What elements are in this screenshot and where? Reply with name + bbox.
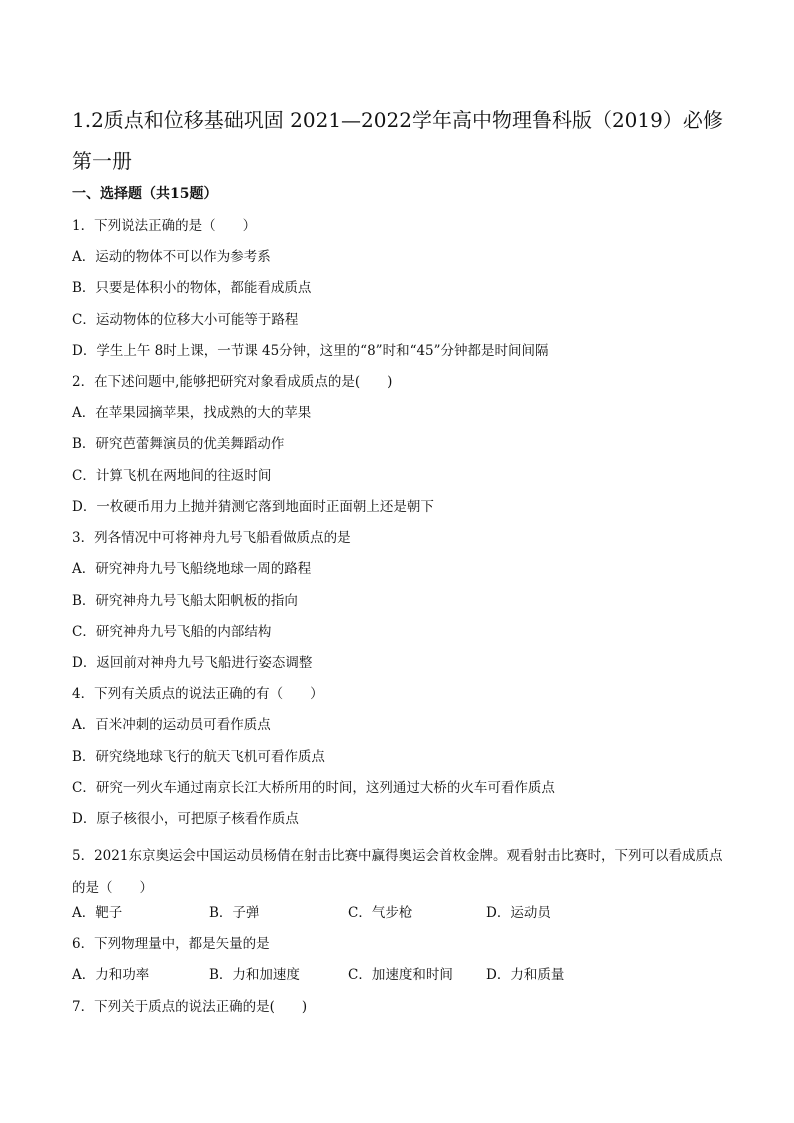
question-6-option-b: B．力和加速度 bbox=[209, 967, 300, 983]
question-3-stem: 3．列各情况中可将神舟九号飞船看做质点的是 bbox=[72, 530, 351, 546]
question-6-option-d: D．力和质量 bbox=[486, 967, 565, 983]
question-4-stem: 4．下列有关质点的说法正确的有（ ） bbox=[72, 686, 324, 702]
question-4-option-a: A．百米冲刺的运动员可看作质点 bbox=[72, 717, 271, 733]
question-5-stem: 5．2021东京奥运会中国运动员杨倩在射击比赛中赢得奥运会首枚金牌。观看射击比赛时，下列可以看成质点的是（ ） bbox=[72, 848, 723, 896]
question-5-option-c: C．气步枪 bbox=[348, 905, 413, 921]
question-2-stem: 2．在下述问题中,能够把研究对象看成质点的是( ) bbox=[72, 374, 393, 390]
question-6-stem: 6．下列物理量中，都是矢量的是 bbox=[72, 936, 270, 952]
question-1-option-d: D．学生上午 8时上课，一节课 45分钟，这里的“8”时和“45”分钟都是时间间隔 bbox=[72, 343, 549, 359]
section-heading: 一、选择题（共15题） bbox=[72, 186, 218, 202]
question-5-option-b: B．子弹 bbox=[209, 905, 260, 921]
question-2-option-c: C．计算飞机在两地间的往返时间 bbox=[72, 468, 272, 484]
question-3-option-d: D．返回前对神舟九号飞船进行姿态调整 bbox=[72, 655, 313, 671]
question-5-option-d: D．运动员 bbox=[486, 905, 551, 921]
question-2-option-d: D．一枚硬币用力上抛并猜测它落到地面时正面朝上还是朝下 bbox=[72, 499, 434, 515]
question-1-stem: 1．下列说法正确的是（ ） bbox=[72, 218, 257, 234]
question-7-stem: 7．下列关于质点的说法正确的是( ) bbox=[72, 999, 308, 1015]
page-title: 1.2质点和位移基础巩固 2021—2022学年高中物理鲁科版（2019）必修第一册 bbox=[72, 108, 723, 173]
question-1-option-c: C．运动物体的位移大小可能等于路程 bbox=[72, 312, 299, 328]
question-6-option-a: A．力和功率 bbox=[72, 967, 150, 983]
question-2-option-b: B．研究芭蕾舞演员的优美舞蹈动作 bbox=[72, 436, 285, 452]
question-5-option-a: A．靶子 bbox=[72, 905, 123, 921]
question-1-option-b: B．只要是体积小的物体，都能看成质点 bbox=[72, 280, 312, 296]
question-1-option-a: A．运动的物体不可以作为参考系 bbox=[72, 249, 271, 265]
question-6-option-c: C．加速度和时间 bbox=[348, 967, 453, 983]
question-3-option-a: A．研究神舟九号飞船绕地球一周的路程 bbox=[72, 561, 312, 577]
question-4-option-b: B．研究绕地球飞行的航天飞机可看作质点 bbox=[72, 749, 325, 765]
question-4-option-c: C．研究一列火车通过南京长江大桥所用的时间，这列通过大桥的火车可看作质点 bbox=[72, 780, 555, 796]
question-3-option-b: B．研究神舟九号飞船太阳帆板的指向 bbox=[72, 593, 298, 609]
question-2-option-a: A．在苹果园摘苹果，找成熟的大的苹果 bbox=[72, 405, 312, 421]
question-3-option-c: C．研究神舟九号飞船的内部结构 bbox=[72, 624, 272, 640]
question-4-option-d: D．原子核很小，可把原子核看作质点 bbox=[72, 811, 299, 827]
